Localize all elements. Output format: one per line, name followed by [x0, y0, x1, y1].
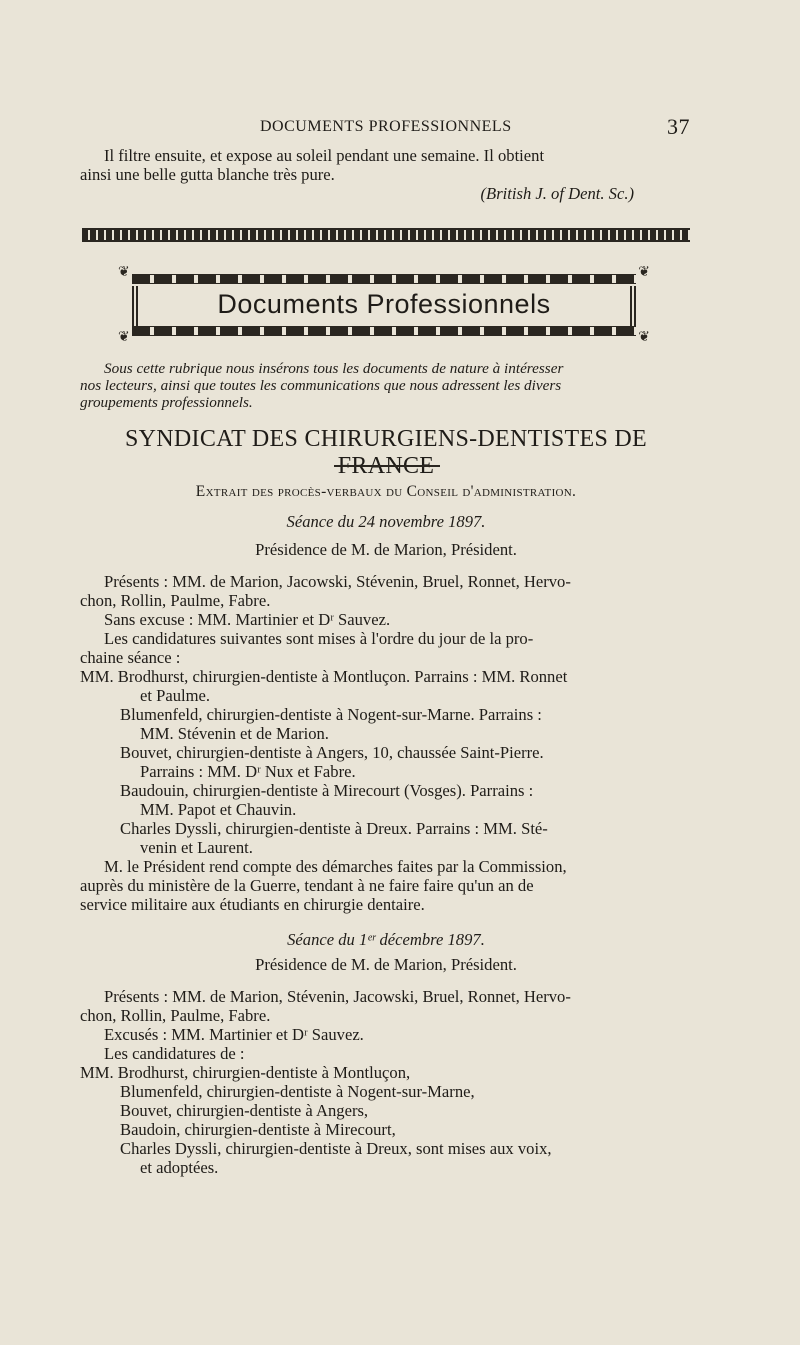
top-paragraph — [80, 146, 692, 203]
text-line: chon, Rollin, Paulme, Fabre. — [80, 591, 271, 610]
page-number: 37 — [667, 114, 690, 139]
running-head — [260, 114, 690, 139]
heading-underline — [334, 465, 440, 467]
candidate-line: Bouvet, chirurgien-dentiste à Angers, — [120, 1101, 369, 1120]
candidate-line: Parrains : MM. Dʳ Nux et Fabre. — [140, 762, 356, 781]
article-heading: SYNDICAT DES CHIRURGIENS-DENTISTES DE FRANCE — [124, 426, 647, 479]
text-line: Présents : MM. de Marion, Jacowski, Stévenin, Bruel, Ronnet, Hervo- — [104, 572, 571, 591]
candidate-line: Bouvet, chirurgien-dentiste à Angers, 10, chaussée Saint-Pierre. — [120, 743, 544, 762]
candidate-line: et Paulme. — [140, 686, 211, 705]
text-line: chon, Rollin, Paulme, Fabre. — [80, 1006, 271, 1025]
text-line: auprès du ministère de la Guerre, tendant à ne faire faire qu'un an de — [80, 876, 534, 895]
candidate-line: Blumenfeld, chirurgien-dentiste à Nogent-sur-Marne. Parrains : — [120, 705, 542, 724]
candidate-line: MM. Papot et Chauvin. — [140, 800, 297, 819]
frame-band-top — [132, 274, 636, 284]
candidate-line: Blumenfeld, chirurgien-dentiste à Nogent-sur-Marne, — [120, 1082, 475, 1101]
corner-ornament-icon: ❦ — [118, 330, 130, 345]
candidate-line: et adoptées. — [140, 1158, 219, 1177]
candidate-line: Baudouin, chirurgien-dentiste à Mirecourt (Vosges). Parrains : — [120, 781, 534, 800]
session-1 — [80, 512, 692, 914]
text-line: Les candidatures suivantes sont mises à l'ordre du jour de la pro- — [104, 629, 534, 648]
session-presidency: Présidence de M. de Marion, Président. — [255, 540, 517, 559]
session-2 — [80, 930, 692, 1177]
text-line: groupements professionnels. — [80, 394, 253, 411]
ornamental-divider — [82, 228, 690, 242]
corner-ornament-icon: ❦ — [118, 265, 130, 280]
text-line: Sans excuse : MM. Martinier et Dʳ Sauvez. — [104, 610, 391, 629]
intro-paragraph — [80, 360, 692, 411]
candidate-line: MM. Stévenin et de Marion. — [140, 724, 329, 743]
ornamental-title-frame — [118, 266, 650, 346]
frame-band-bottom — [132, 326, 636, 336]
text-line: nos lecteurs, ainsi que toutes les communications que nous adressent les divers — [80, 377, 562, 394]
candidate-line: venin et Laurent. — [140, 838, 253, 857]
session-date: Séance du 1ᵉʳ décembre 1897. — [287, 930, 485, 949]
text-line: chaine séance : — [80, 648, 181, 667]
text-line: Excusés : MM. Martinier et Dʳ Sauvez. — [104, 1025, 364, 1044]
corner-ornament-icon: ❦ — [638, 330, 650, 345]
candidate-line: MM. Brodhurst, chirurgien-dentiste à Montluçon. Parrains : MM. Ronnet — [80, 667, 568, 686]
session-date: Séance du 24 novembre 1897. — [286, 512, 486, 531]
source-citation: (British J. of Dent. Sc.) — [480, 184, 634, 203]
corner-ornament-icon: ❦ — [638, 265, 650, 280]
section-title: Documents Professionnels — [217, 289, 551, 319]
extract-title: Extrait des procès-verbaux du Conseil d'administration. — [195, 483, 577, 500]
text-line: Sous cette rubrique nous insérons tous les documents de nature à intéresser — [104, 360, 564, 377]
text-line: service militaire aux étudiants en chirurgie dentaire. — [80, 895, 425, 914]
session-presidency: Présidence de M. de Marion, Président. — [255, 955, 517, 974]
text-line: Il filtre ensuite, et expose au soleil pendant une semaine. Il obtient — [104, 146, 545, 165]
candidate-line: Charles Dyssli, chirurgien-dentiste à Dreux. Parrains : MM. Sté- — [120, 819, 548, 838]
text-line: Les candidatures de : — [104, 1044, 245, 1063]
text-line: Présents : MM. de Marion, Stévenin, Jacowski, Bruel, Ronnet, Hervo- — [104, 987, 571, 1006]
text-line: ainsi une belle gutta blanche très pure. — [80, 165, 335, 184]
text-line: M. le Président rend compte des démarches faites par la Commission, — [104, 857, 567, 876]
candidate-line: Charles Dyssli, chirurgien-dentiste à Dreux, sont mises aux voix, — [120, 1139, 552, 1158]
running-head-title: DOCUMENTS PROFESSIONNELS — [260, 118, 512, 135]
candidate-line: Baudoin, chirurgien-dentiste à Mirecourt, — [120, 1120, 396, 1139]
candidate-line: MM. Brodhurst, chirurgien-dentiste à Montluçon, — [80, 1063, 411, 1082]
